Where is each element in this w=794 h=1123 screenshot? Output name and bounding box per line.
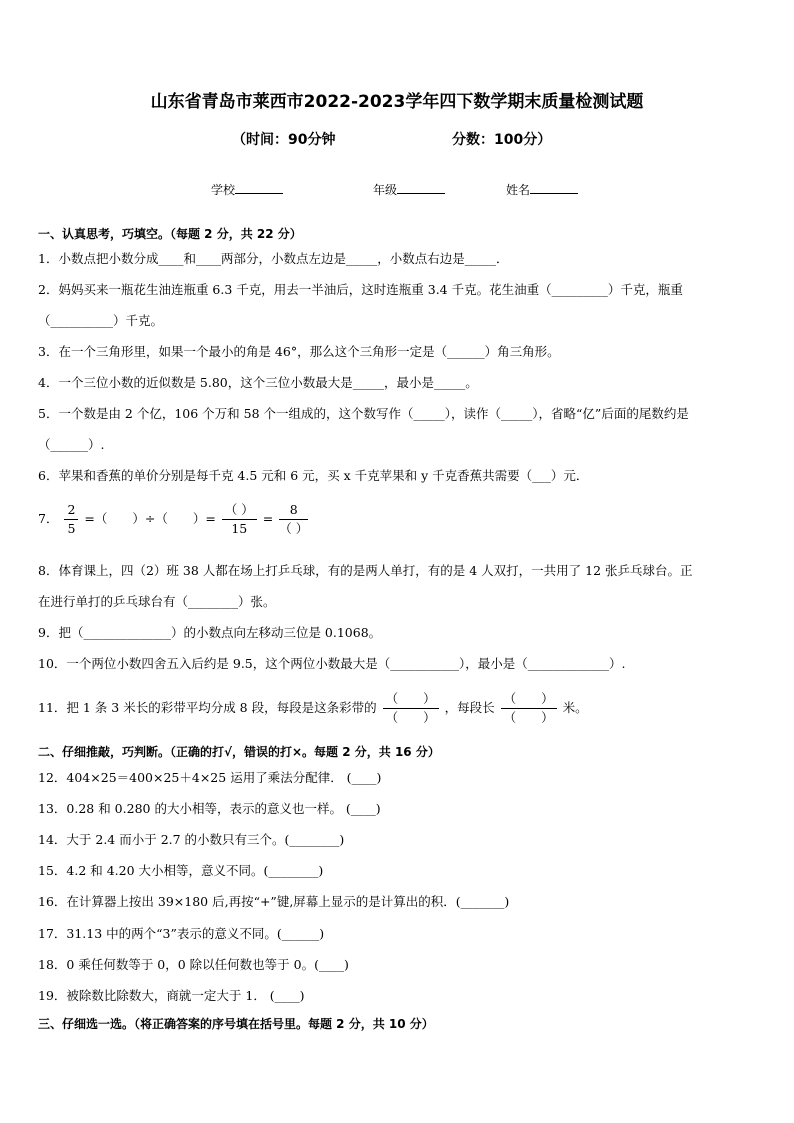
page-title: 山东省青岛市莱西市2022-2023学年四下数学期末质量检测试题 [150, 92, 644, 112]
school-label: 学校 [211, 183, 236, 197]
name-blank[interactable] [530, 182, 578, 194]
q11-fraction-1 [383, 690, 439, 727]
question-16: 16．在计算器上按出 39×180 后,再按“+”键,屏幕上显示的是计算出的积．(_______) [38, 894, 510, 909]
question-15: 15．4.2 和 4.20 大小相等，意义不同。(________) [38, 863, 324, 878]
question-4: 4．一个三位小数的近似数是 5.80，这个三位小数最大是_____，最小是_____。 [38, 375, 478, 390]
section-1-heading: 一、认真思考，巧填空。（每题 2 分，共 22 分） [38, 227, 302, 241]
question-7 [38, 501, 310, 538]
q11-denominator-2[interactable]: （ ） [503, 710, 554, 725]
q7-denominator-3[interactable]: （ ） [279, 521, 309, 536]
question-5-line-2: （______）. [38, 437, 105, 452]
q7-numerator-3: 8 [279, 501, 308, 520]
question-10: 10．一个两位小数四舍五入后约是 9.5，这个两位小数最大是（___________），最小是（_____________）. [38, 656, 626, 671]
q7-fraction-1 [64, 501, 78, 538]
q11-numerator-2[interactable]: （ ） [501, 690, 557, 709]
q7-denominator-1: 5 [67, 521, 76, 536]
q7-fraction-2 [222, 501, 257, 538]
q11-numerator-1[interactable]: （ ） [383, 690, 439, 709]
grade-field[interactable] [373, 181, 445, 198]
question-17: 17．31.13 中的两个“3”表示的意义不同。(______) [38, 926, 325, 941]
exam-time: （时间：90分钟 [232, 132, 336, 148]
question-13: 13．0.28 和 0.280 的大小相等，表示的意义也一样。 (____) [38, 801, 381, 816]
q7-prefix: 7． [38, 511, 59, 526]
grade-label: 年级 [373, 183, 398, 197]
q7-equals: = [262, 511, 274, 526]
name-field[interactable] [506, 181, 578, 198]
question-3: 3．在一个三角形里，如果一个最小的角是 46°，那么这个三角形一定是（______）角三角形。 [38, 344, 560, 359]
school-field[interactable] [211, 181, 283, 198]
question-5-line-1: 5．一个数是由 2 个亿，106 个万和 58 个一组成的，这个数写作（_____），读作（_____），省略“亿”后面的尾数约是 [38, 406, 689, 421]
question-6: 6．苹果和香蕉的单价分别是每千克 4.5 元和 6 元，买 x 千克苹果和 y 千克香蕉共需要（___）元． [38, 468, 589, 483]
section-2-heading: 二、仔细推敲，巧判断。（正确的打√，错误的打×。每题 2 分，共 16 分） [38, 745, 440, 759]
question-2-line-1: 2．妈妈买来一瓶花生油连瓶重 6.3 千克，用去一半油后，这时连瓶重 3.4 千克。花生油重（_________）千克，瓶重 [38, 282, 683, 297]
question-8-line-2: 在进行单打的乒乓球台有（________）张。 [38, 594, 276, 609]
question-18: 18．0 乘任何数等于 0，0 除以任何数也等于 0。(____) [38, 957, 349, 972]
question-12: 12．404×25＝400×25＋4×25 运用了乘法分配律． (____) [38, 770, 382, 785]
school-blank[interactable] [235, 182, 283, 194]
q7-fraction-3 [279, 501, 308, 538]
q7-numerator-1: 2 [64, 501, 78, 520]
q11-text-3: 米。 [562, 700, 588, 715]
q11-text-1: 11．把 1 条 3 米长的彩带平均分成 8 段，每段是这条彩带的 [38, 700, 377, 715]
q11-fraction-2 [501, 690, 557, 727]
question-19: 19．被除数比除数大，商就一定大于 1． (____) [38, 988, 305, 1003]
q7-middle: =（ ）÷（ ）= [84, 511, 216, 526]
question-2-line-2: （__________）千克。 [38, 313, 164, 328]
grade-blank[interactable] [397, 182, 445, 194]
question-9: 9．把（______________）的小数点向左移动三位是 0.1068。 [38, 625, 382, 640]
question-14: 14．大于 2.4 而小于 2.7 的小数只有三个。(________) [38, 832, 345, 847]
question-1: 1．小数点把小数分成____和____两部分，小数点左边是_____，小数点右边是_____． [38, 251, 509, 266]
q11-text-2: ，每段长 [444, 700, 495, 715]
question-11 [38, 690, 588, 727]
q7-numerator-2[interactable]: （ ） [222, 501, 257, 520]
name-label: 姓名 [506, 183, 531, 197]
q11-denominator-1[interactable]: （ ） [385, 710, 436, 725]
section-3-heading: 三、仔细选一选。（将正确答案的序号填在括号里。每题 2 分，共 10 分） [38, 1017, 434, 1031]
exam-score: 分数：100分） [452, 132, 552, 148]
q7-denominator-2: 15 [231, 521, 248, 536]
question-8-line-1: 8．体育课上，四（2）班 38 人都在场上打乒乓球，有的是两人单打，有的是 4 人双打，一共用了 12 张乒乓球台。正 [38, 563, 693, 578]
